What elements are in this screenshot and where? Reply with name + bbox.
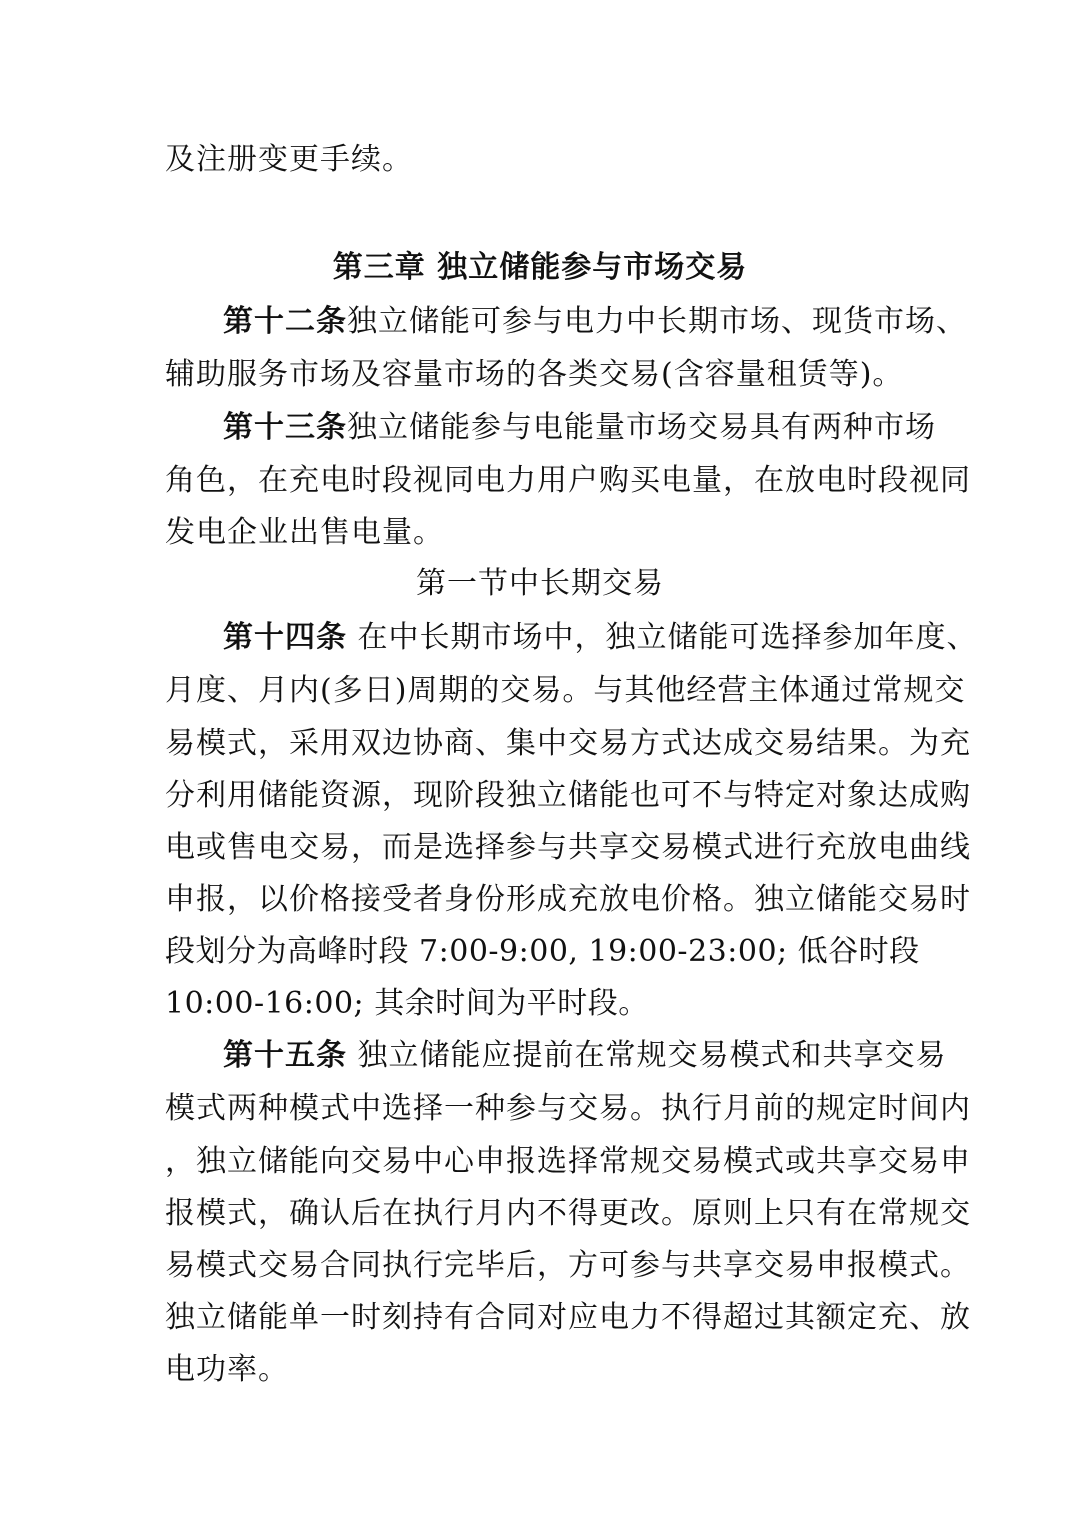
article-12-label: 第十二条 (223, 304, 347, 339)
article-15-first-line (223, 1030, 947, 1082)
article-15-text: 独立储能应提前在常规交易模式和共享交易 (347, 1038, 947, 1073)
article-15-label: 第十五条 (223, 1038, 347, 1073)
paragraph-line: 角色，在充电时段视同电力用户购买电量，在放电时段视同 (165, 463, 971, 498)
paragraph-line: 月度、月内(多日)周期的交易。与其他经营主体通过常规交 (165, 673, 966, 708)
paragraph-line: 发电企业出售电量。 (165, 515, 444, 550)
article-13-first-line (223, 402, 936, 454)
article-14-text: 在中长期市场中，独立储能可选择参加年度、 (347, 620, 978, 655)
paragraph-line: 段划分为高峰时段 7:00-9:00, 19:00-23:00; 低谷时段 (165, 934, 920, 969)
paragraph-line: 模式两种模式中选择一种参与交易。执行月前的规定时间内 (165, 1091, 971, 1126)
paragraph-line: 及注册变更手续。 (165, 142, 413, 177)
paragraph-line: 分利用储能资源，现阶段独立储能也可不与特定对象达成购 (165, 778, 971, 813)
paragraph-line: 报模式，确认后在执行月内不得更改。原则上只有在常规交 (165, 1196, 971, 1231)
paragraph-line: 辅助服务市场及容量市场的各类交易(含容量租赁等)。 (165, 357, 904, 392)
paragraph-line: 易模式交易合同执行完毕后，方可参与共享交易申报模式。 (165, 1248, 971, 1283)
article-14-first-line (223, 612, 978, 664)
chapter-title: 第三章 独立储能参与市场交易 (332, 250, 748, 285)
paragraph-line: 易模式，采用双边协商、集中交易方式达成交易结果。为充 (165, 726, 971, 761)
paragraph-line: 独立储能单一时刻持有合同对应电力不得超过其额定充、放 (165, 1300, 971, 1335)
section-title: 第一节中长期交易 (416, 566, 664, 601)
article-12-text: 独立储能可参与电力中长期市场、现货市场、 (347, 304, 967, 339)
paragraph-line: 10:00-16:00; 其余时间为平时段。 (165, 986, 649, 1021)
paragraph-line: 申报，以价格接受者身份形成充放电价格。独立储能交易时 (165, 882, 971, 917)
article-12-first-line (223, 296, 967, 348)
paragraph-line: 电功率。 (165, 1352, 289, 1387)
article-13-text: 独立储能参与电能量市场交易具有两种市场 (347, 410, 936, 445)
article-14-label: 第十四条 (223, 620, 347, 655)
paragraph-line: ，独立储能向交易中心申报选择常规交易模式或共享交易申 (165, 1144, 971, 1179)
article-13-label: 第十三条 (223, 410, 347, 445)
paragraph-line: 电或售电交易，而是选择参与共享交易模式进行充放电曲线 (165, 830, 971, 865)
